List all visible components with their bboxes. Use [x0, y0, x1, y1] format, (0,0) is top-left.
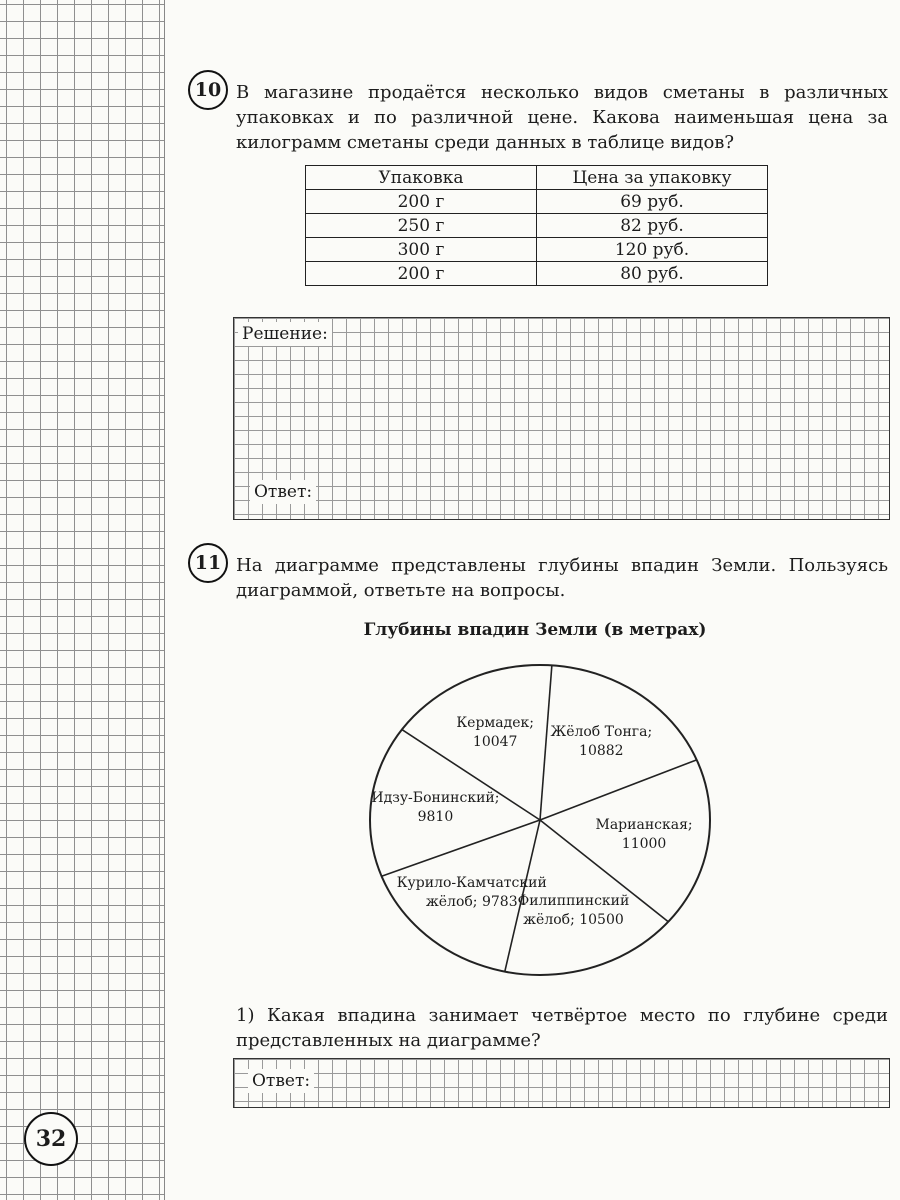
page-number: 32	[24, 1112, 78, 1166]
table-row	[306, 262, 768, 286]
pie-slice-label-kermadec	[456, 715, 534, 750]
pie-slice-label-tonga	[550, 724, 652, 759]
pie-label-line: Жёлоб Тонга;	[550, 723, 653, 740]
pie-label-line: Кермадек;	[456, 715, 535, 732]
table-cell: 80 руб.	[537, 262, 768, 286]
pie-label-line: жёлоб; 9783	[425, 894, 518, 911]
pie-label-line: Идзу-Бонинский;	[371, 789, 500, 806]
pie-slice-boundary-tonga	[540, 665, 552, 820]
table-cell: 69 руб.	[537, 190, 768, 214]
subquestion-1-text: 1) Какая впадина занимает четвёртое место по глубине среди представленных на диаграмме?	[236, 1005, 888, 1051]
pie-slice-boundary-mariana	[540, 760, 697, 820]
pie-label-line: 10047	[472, 734, 518, 751]
table-row	[306, 238, 768, 262]
table-header-packaging: Упаковка	[306, 166, 537, 190]
answer-label-q11: Ответ:	[248, 1069, 314, 1093]
pie-label-line: 11000	[621, 836, 667, 853]
chart-title: Глубины впадин Земли (в метрах)	[363, 620, 707, 640]
table-cell: 200 г	[306, 190, 537, 214]
margin-grid	[0, 0, 165, 1200]
table-cell: 250 г	[306, 214, 537, 238]
pie-label-line: Марианская;	[595, 817, 693, 834]
pie-slice-label-mariana	[596, 817, 693, 852]
pie-label-line: Курило-Камчатский	[396, 875, 547, 892]
pie-slice-label-philippine	[518, 893, 630, 928]
pie-label-line: 9810	[417, 808, 454, 825]
question-11-number: 11	[188, 543, 228, 583]
table-cell: 300 г	[306, 238, 537, 262]
question-11-text: На диаграмме представлены глубины впадин Земли. Пользуясь диаграммой, ответьте на вопросы.	[236, 555, 888, 601]
question-10-text: В магазине продаётся несколько видов сметаны в различных упаковках и по различной цене. Какова наименьшая цена за килограмм сметаны среди данных в таблице видов?	[236, 82, 888, 153]
pie-label-line: 10882	[579, 742, 624, 759]
solution-grid[interactable]	[233, 317, 890, 520]
pie-slice-label-izu-bonin	[371, 790, 499, 825]
pie-chart	[360, 650, 720, 990]
table-row	[306, 214, 768, 238]
pie-label-line: Филиппинский	[517, 893, 630, 910]
table-cell: 82 руб.	[537, 214, 768, 238]
question-10-number: 10	[188, 70, 228, 110]
table-header-row	[306, 166, 768, 190]
solution-label: Решение:	[238, 322, 332, 346]
table-cell: 120 руб.	[537, 238, 768, 262]
pie-slice-boundary-izu-bonin	[382, 820, 540, 876]
pie-label-line: жёлоб; 10500	[523, 912, 624, 929]
answer-grid-q11[interactable]	[233, 1058, 890, 1108]
table-row	[306, 190, 768, 214]
table-header-price: Цена за упаковку	[537, 166, 768, 190]
table-cell: 200 г	[306, 262, 537, 286]
price-table	[305, 165, 768, 286]
answer-label-q10: Ответ:	[250, 480, 316, 504]
pie-slice-boundary-kermadec	[402, 730, 540, 820]
